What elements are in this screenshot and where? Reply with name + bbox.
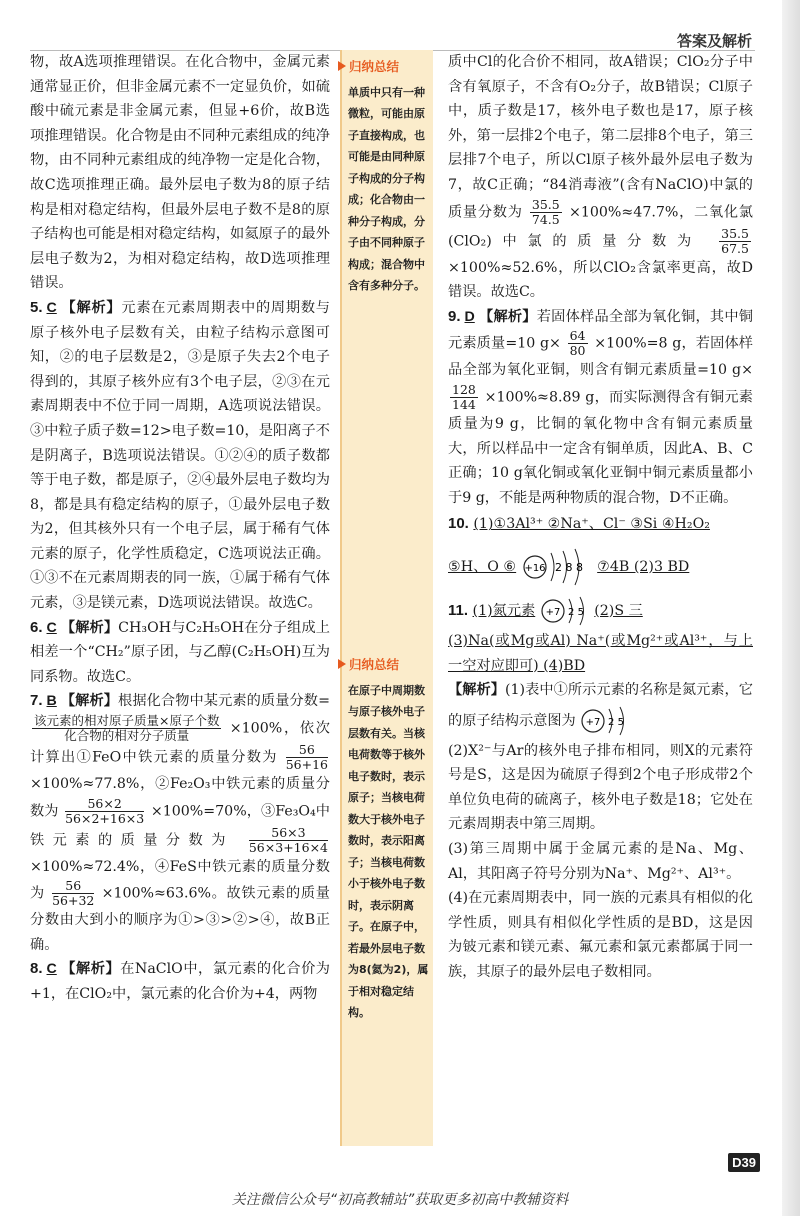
q8-f1-num: 35.5 [531,196,560,212]
q7-f4-den: 56+32 [52,893,95,909]
summary-block-2 [348,652,429,1024]
q9-tag: 【解析】 [478,308,537,325]
page-number: D39 [728,1153,760,1172]
q8-tag: 【解析】 [60,961,121,978]
q10-line-2: ⑤H、O ⑥ [448,558,517,575]
section-header: 答案及解析 [676,33,752,50]
q10-line-1: (1)①3Al³⁺ ②Na⁺、Cl⁻ ③Si ④H₂O₂ [473,516,710,533]
q11-explanation-4: (4)在元素周期表中，同一族的元素具有相似的化学性质，则具有相似化学性质的是BD，这是因为铍元素和镁元素、氟元素和氯元素都属于同一族，其原子的最外层电子数相同。 [448,890,753,981]
left-column [30,50,330,1007]
q6-answer [30,616,330,690]
s-nucleus-label: +16 [524,562,546,574]
q9-text-1: 若固体样品全部为氧化铜，其中铜元素质量=10 g× [448,308,753,352]
q7-answer [30,689,330,957]
q7-number: 7. [30,692,43,710]
q11-explanation-1 [448,678,753,739]
q7-text-1: 根据化合物中某元素的质量分数= [118,693,330,710]
q9-f2-num: 128 [452,381,476,397]
q8-fraction-2 [719,227,751,256]
q7-fraction-3 [249,826,328,855]
sulfur-atom-structure-diagram [521,545,593,589]
q9-text-2: ×100%=8 g，若固体样品全部为氧化亚铜，则含有铜元素质量=10 g× [448,335,753,379]
q11-explanation-3: (3)第三周期中属于金属元素的是Na、Mg、Al，其阳离子符号分别为Na⁺、Mg²⁺、Al³⁺。 [448,841,753,882]
n-nucleus-label-2: +7 [585,716,601,728]
q9-f1-num: 64 [569,328,586,344]
q11-number: 11. [448,601,469,619]
q7-tag: 【解析】 [60,693,119,710]
nitrogen-atom-structure-diagram-2 [580,703,630,739]
q5-choice: C [46,299,57,316]
q10-number: 10. [448,515,469,533]
n-nucleus-label: +7 [545,606,561,618]
q8-cont-3: ×100%≈52.6%，所以ClO₂含氯率更高，故D错误。故选C。 [448,259,753,301]
q8-cont-2: ×100%≈47.7%，二氧化氯(ClO₂)中氯的质量分数为 [448,204,753,250]
page-edge [782,0,800,1216]
q11-answer [448,593,753,678]
summary-text-1: 单质中只有一种微粒，可能由原子直接构成，也可能是由同种原子构成的分子构成；化合物由一种分子构成，分子由不同种原子构成；混合物中含有多种分子。 [348,85,425,292]
q7-text-3: ×100%≈77.8%，②Fe₂O₃中铁元素的质量分数为 [30,776,330,820]
nitrogen-atom-structure-diagram [540,593,590,629]
q7-f1-den: 56+16 [285,757,328,773]
q4-continuation: 物，故A选项推理错误。在化合物中，金属元素通常显正价，但非金属元素不一定显负价，如硫酸中硫元素是非金属元素，但显+6价，故B选项推理错误。化合物是由不同种元素组成的纯净物，由不同种元素组成的纯净物一定是化合物，故C选项推理正确。最外层电子数为8的原子结构是相对稳定结构，但最外层电子数不是8的原子结构也可能是相对稳定结构，如氦原子的最外层电子数为2，为相对稳定结构，故D选项推理错误。 [30,54,330,292]
q10-line-2-wrap [448,545,753,589]
q7-formula-numerator: 该元素的相对原子质量×原子个数 [34,713,220,729]
q9-fraction-2 [450,383,478,412]
arrow-icon [338,61,346,71]
q5-number: 5. [30,298,43,316]
arrow-icon [338,659,346,669]
q8-number: 8. [30,960,43,978]
q8-answer [30,957,330,1006]
q5-text: 元素在元素周期表中的周期数与原子核外电子层数有关，由粒子结构示意图可知，②的电子层数是2，③是原子失去2个电子得到的，其原子核外应有3个电子层，②③在元素周期表中不位于同一周期，A选项说法错误。③中粒子质子数=12>电子数=10，是阳离子不是阴离子，B选项说法错误。①②④的质子数都等于电子数，都是原子，②④最外层电子数均为8，都是具有稳定结构的原子，①最外层电子数为2，但其核外只有一个电子层，属于稀有气体元素的原子，化学性质稳定，C选项说法正确。①③不在元素周期表的同一族，①属于稀有气体元素，③是镁元素，D选项说法错误。故选C。 [30,299,330,612]
q7-fraction-1 [286,743,328,772]
q8-fraction-1 [530,198,562,227]
q7-f3-den: 56×3+16×4 [248,839,328,855]
q6-choice: C [46,619,57,636]
q8-continuation [448,50,753,305]
q6-tag: 【解析】 [60,619,119,636]
q11-line-1: (1)氮元素 [472,602,536,619]
q7-formula-denominator: 化合物的相对分子质量 [64,728,190,744]
q6-number: 6. [30,618,43,636]
summary-text-2: 在原子中周期数与原子核外电子层数有关。当核电荷数等于核外电子数时，表示原子；当核电荷数大于核外电子数时，表示阳离子；当核电荷数小于核外电子数时，表示阴离子。在原子中，若最外层电子数为8(氦为2)，属于相对稳定结构。 [348,683,429,1019]
q7-f4-num: 56 [52,879,94,894]
q11-line-1b: (2)S 三 [594,602,643,619]
q9-text-3: ×100%≈8.89 g，而实际测得含有铜元素质量为9 g，比铜的氧化物中含有铜元素质量大，所以样品中一定含有铜单质，因此A、B、C正确；10 g氧化铜或氧化亚铜中铜元素质量都小于9 g，不能是两种物质的混合物，D不正确。 [448,389,753,506]
q7-choice: B [46,693,57,710]
q8-f2-den: 67.5 [721,240,749,256]
q8-cont-1: 质中Cl的化合价不相同，故A错误；ClO₂分子中含有氧原子，不含有O₂分子，故B错误；Cl原子中，质子数是17，核外电子数也是17，原子核外，第一层排2个电子，第二层排8个电子，第三层排7个电子，所以Cl原子核外最外层电子数为7，故C正确；“84消毒液”(含有NaClO)中氯的质量分数为 [448,54,753,221]
q10-line-2b: ⑦4B (2)3 BD [597,558,690,575]
q11-tag: 【解析】 [448,682,505,699]
summary-sidebar [340,50,433,1146]
summary-title-1-text: 归纳总结 [349,59,400,74]
q5-answer [30,296,330,616]
s-shell-electrons: 2 8 8 [554,560,583,574]
q7-formula-fraction [32,714,221,743]
footer-note: 关注微信公众号“初高教辅站”获取更多初高中教辅资料 [231,1192,569,1208]
n-shell-electrons: 2 5 [567,606,584,618]
right-column [448,50,753,985]
q5-tag: 【解析】 [60,299,122,316]
q8-f1-den: 74.5 [531,211,560,227]
q8-text: 在NaClO中，氯元素的化合价为+1，在ClO₂中，氯元素的化合价为+4，两物 [30,961,330,1002]
q7-f2-den: 56×2+16×3 [65,810,145,826]
n-shell-electrons-2: 2 5 [608,716,625,728]
q9-answer [448,305,753,511]
q11-line-2: (3)Na(或Mg或Al) Na⁺(或Mg²⁺或Al³⁺，与上一空对应即可) (4)BD [448,632,753,674]
q9-fraction-1 [568,329,588,358]
q9-choice: D [464,308,475,325]
q7-text-2: ×100%，依次计算出①FeO中铁元素的质量分数为 [30,720,330,766]
q8-choice: C [46,961,57,978]
summary-title-1 [338,56,427,78]
summary-title-2 [338,654,429,676]
q11-explanation-2: (2)X²⁻与Ar的核外电子排布相同，则X的元素符号是S，这是因为硫原子得到2个电子形成带2个单位负电荷的硫离子，核外电子数是18；它处在元素周期表中第三周期。 [448,742,753,833]
q7-fraction-2 [65,797,144,826]
q7-text-4: ×100%=70%，③Fe₃O₄中铁元素的质量分数为 [30,803,330,849]
q7-f3-num: 56×3 [249,826,328,841]
q7-fraction-4 [52,879,94,908]
q11-text-1: (1)表中①所示元素的名称是氮元素，它的原子结构示意图为 [448,682,753,729]
q7-f1-num: 56 [286,743,328,758]
summary-title-2-text: 归纳总结 [349,657,400,672]
q9-f2-den: 144 [452,396,476,412]
q8-f2-num: 35.5 [721,225,749,241]
q10-answer [448,512,753,589]
q7-text-6: ×100%≈63.6%。故铁元素的质量分数由大到小的顺序为①>③>②>④，故B正确。 [30,885,330,953]
q7-text-5: ×100%≈72.4%，④FeS中铁元素的质量分数为 [30,858,330,902]
q7-f2-num: 56×2 [65,797,144,812]
q6-text: CH₃OH与C₂H₅OH在分子组成上相差一个“CH₂”原子团，与乙醇(C₂H₅OH)互为同系物。故选C。 [30,619,330,685]
q9-number: 9. [448,307,461,325]
q9-f1-den: 80 [569,343,586,359]
